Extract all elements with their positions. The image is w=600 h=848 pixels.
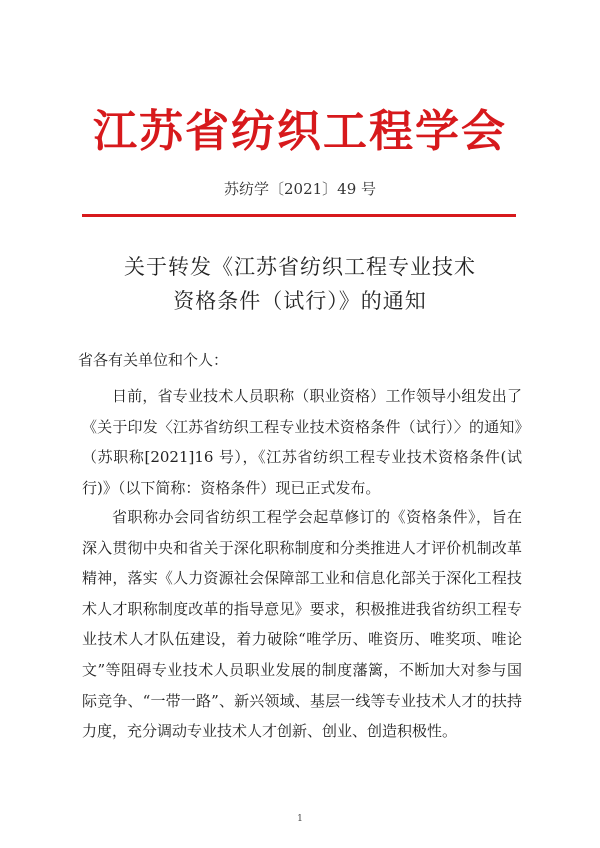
body-paragraph-1: 日前，省专业技术人员职称（职业资格）工作领导小组发出了《关于印发〈江苏省纺织工程专业技术资格条件（试行）〉的通知》（苏职称[2021]16 号），《江苏省纺织工程专业技术资格条件(试行)》（以下简称：资格条件）现已正式发布。 xyxy=(82,387,522,497)
notice-title-line-1: 关于转发《江苏省纺织工程专业技术 xyxy=(124,255,476,279)
page-number: 1 xyxy=(297,814,303,824)
document-number: 苏纺学〔2021〕49 号 xyxy=(223,180,377,198)
letterhead-title: 江苏省纺织工程学会 xyxy=(93,106,507,157)
letterhead-red-rule xyxy=(82,214,516,217)
notice-title-line-2: 资格条件（试行）》的通知 xyxy=(173,289,427,313)
salutation: 省各有关单位和个人： xyxy=(78,351,229,369)
body-paragraph-2: 省职称办会同省纺织工程学会起草修订的《资格条件》，旨在深入贯彻中央和省关于深化职称制度和分类推进人才评价机制改革精神，落实《人力资源社会保障部工业和信息化部关于深化工程技术人才职称制度改革的指导意见》要求，积极推进我省纺织工程专业技术人才队伍建设，着力破除“唯学历、唯资历、唯奖项、唯论文”等阻碍专业技术人员职业发展的制度藩篱，不断加大对参与国际竞争、“一带一路”、新兴领域、基层一线等专业技术人才的扶持力度，充分调动专业技术人才创新、创业、创造积极性。 xyxy=(82,508,522,741)
